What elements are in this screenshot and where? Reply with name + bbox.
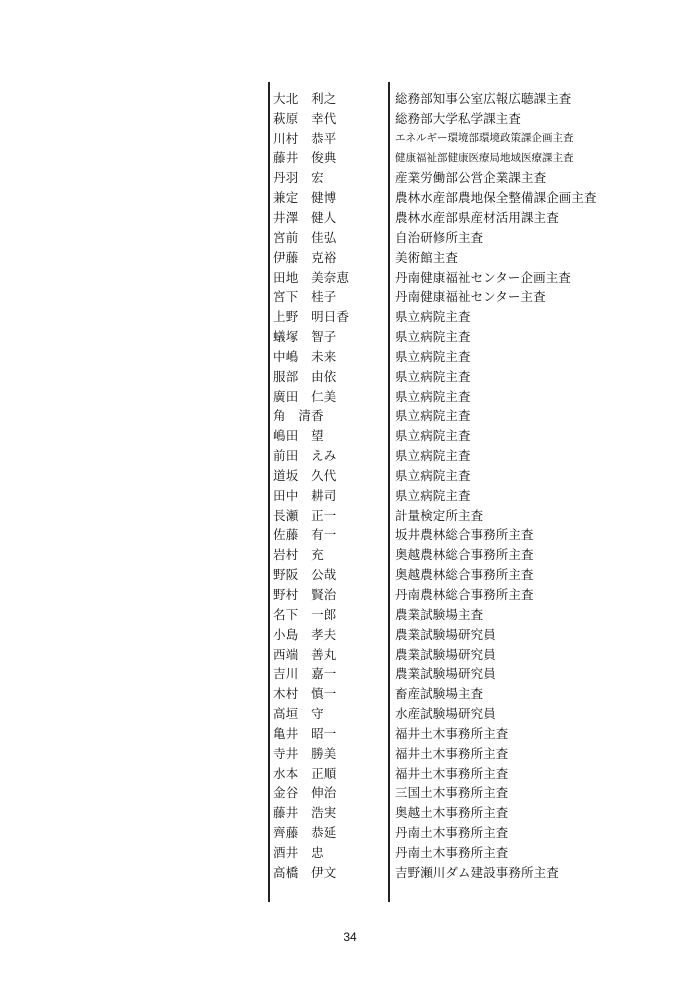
position-title: 自治研修所主査 <box>395 229 484 245</box>
roster-row <box>273 445 603 465</box>
roster-row <box>273 286 603 306</box>
position-title: 県立病院主査 <box>395 408 471 424</box>
position-title: 奥越農林総合事務所主査 <box>395 567 534 583</box>
person-name: 蟻塚 智子 <box>273 329 337 345</box>
position-title: 総務部大学私学課主査 <box>395 110 522 126</box>
personnel-roster <box>273 88 603 882</box>
person-name: 伊藤 克裕 <box>273 249 337 265</box>
person-name: 中嶋 未来 <box>273 348 337 364</box>
person-name: 廣田 仁美 <box>273 388 337 404</box>
person-name: 野村 賢治 <box>273 587 337 603</box>
roster-row <box>273 802 603 822</box>
roster-row <box>273 822 603 842</box>
roster-row <box>273 386 603 406</box>
person-name: 丹羽 宏 <box>273 170 324 186</box>
person-name: 萩原 幸代 <box>273 110 337 126</box>
roster-row <box>273 207 603 227</box>
roster-row <box>273 326 603 346</box>
person-name: 西端 善丸 <box>273 646 337 662</box>
person-name: 藤井 俊典 <box>273 150 337 166</box>
person-name: 田中 耕司 <box>273 487 337 503</box>
person-name: 野阪 公哉 <box>273 567 337 583</box>
roster-row <box>273 743 603 763</box>
position-title: 畜産試験場主査 <box>395 686 484 702</box>
roster-row <box>273 624 603 644</box>
roster-row <box>273 544 603 564</box>
position-title: 丹南農林総合事務所主査 <box>395 587 534 603</box>
position-title: 三国土木事務所主査 <box>395 785 509 801</box>
position-title: 県立病院主査 <box>395 467 471 483</box>
roster-row <box>273 525 603 545</box>
person-name: 金谷 伸治 <box>273 785 337 801</box>
position-title: 奥越土木事務所主査 <box>395 805 509 821</box>
roster-row <box>273 406 603 426</box>
roster-row <box>273 763 603 783</box>
position-title: 美術館主査 <box>395 249 459 265</box>
position-title: 県立病院主査 <box>395 368 471 384</box>
position-title: 福井土木事務所主査 <box>395 745 509 761</box>
position-title: 県立病院主査 <box>395 428 471 444</box>
roster-row <box>273 584 603 604</box>
roster-row <box>273 346 603 366</box>
person-name: 井澤 健人 <box>273 209 337 225</box>
person-name: 上野 明日香 <box>273 309 350 325</box>
position-title: 農業試験場研究員 <box>395 646 496 662</box>
roster-row <box>273 108 603 128</box>
person-name: 前田 えみ <box>273 448 337 464</box>
roster-row <box>273 842 603 862</box>
position-title: 農業試験場研究員 <box>395 666 496 682</box>
position-title: 農業試験場研究員 <box>395 626 496 642</box>
position-title: 丹南健康福祉センター企画主査 <box>395 269 571 285</box>
person-name: 宮前 佳弘 <box>273 229 337 245</box>
roster-row <box>273 683 603 703</box>
roster-row <box>273 148 603 168</box>
roster-row <box>273 703 603 723</box>
roster-row <box>273 88 603 108</box>
position-title: 坂井農林総合事務所主査 <box>395 527 534 543</box>
roster-row <box>273 564 603 584</box>
person-name: 木村 慎一 <box>273 686 337 702</box>
roster-row <box>273 505 603 525</box>
position-title: エネルギー環境部環境政策課企画主査 <box>395 132 574 145</box>
person-name: 川村 恭平 <box>273 130 337 146</box>
person-name: 齊藤 恭延 <box>273 825 337 841</box>
person-name: 高橋 伊文 <box>273 864 337 880</box>
person-name: 酒井 忠 <box>273 844 324 860</box>
position-title: 丹南健康福祉センター主査 <box>395 289 546 305</box>
position-title: 県立病院主査 <box>395 487 471 503</box>
position-title: 農林水産部農地保全整備課企画主査 <box>395 190 597 206</box>
person-name: 名下 一郎 <box>273 606 337 622</box>
position-title: 吉野瀬川ダム建設事務所主査 <box>395 864 559 880</box>
roster-row <box>273 663 603 683</box>
person-name: 大北 利之 <box>273 90 337 106</box>
person-name: 服部 由依 <box>273 368 337 384</box>
person-name: 道坂 久代 <box>273 467 337 483</box>
roster-row <box>273 247 603 267</box>
roster-row <box>273 604 603 624</box>
left-vertical-rule <box>268 82 270 902</box>
position-title: 県立病院主査 <box>395 309 471 325</box>
person-name: 宮下 桂子 <box>273 289 337 305</box>
position-title: 県立病院主査 <box>395 329 471 345</box>
position-title: 健康福祉部健康医療局地域医療課主査 <box>395 151 574 164</box>
roster-row <box>273 485 603 505</box>
person-name: 長瀬 正一 <box>273 507 337 523</box>
position-title: 計量検定所主査 <box>395 507 484 523</box>
roster-row <box>273 306 603 326</box>
person-name: 兼定 健博 <box>273 190 337 206</box>
person-name: 小島 孝夫 <box>273 626 337 642</box>
person-name: 高垣 守 <box>273 706 324 722</box>
roster-row <box>273 167 603 187</box>
position-title: 丹南土木事務所主査 <box>395 825 509 841</box>
person-name: 角 清香 <box>273 408 324 424</box>
position-title: 県立病院主査 <box>395 348 471 364</box>
position-title: 県立病院主査 <box>395 448 471 464</box>
position-title: 農業試験場主査 <box>395 606 484 622</box>
roster-row <box>273 465 603 485</box>
roster-row <box>273 862 603 882</box>
position-title: 福井土木事務所主査 <box>395 765 509 781</box>
person-name: 田地 美奈恵 <box>273 269 350 285</box>
position-title: 農林水産部県産材活用課主査 <box>395 209 559 225</box>
position-title: 産業労働部公営企業課主査 <box>395 170 547 186</box>
roster-row <box>273 267 603 287</box>
page-number: 34 <box>343 930 357 944</box>
roster-row <box>273 366 603 386</box>
person-name: 藤井 浩実 <box>273 805 337 821</box>
person-name: 吉川 嘉一 <box>273 666 337 682</box>
position-title: 県立病院主査 <box>395 388 471 404</box>
position-title: 奥越農林総合事務所主査 <box>395 547 534 563</box>
roster-row <box>273 783 603 803</box>
person-name: 亀井 昭一 <box>273 725 337 741</box>
person-name: 佐藤 有一 <box>273 527 337 543</box>
roster-row <box>273 425 603 445</box>
person-name: 寺井 勝美 <box>273 745 337 761</box>
position-title: 総務部知事公室広報広聴課主査 <box>395 90 572 106</box>
person-name: 岩村 充 <box>273 547 324 563</box>
roster-row <box>273 644 603 664</box>
roster-row <box>273 227 603 247</box>
roster-row <box>273 128 603 148</box>
position-title: 福井土木事務所主査 <box>395 725 509 741</box>
position-title: 水産試験場研究員 <box>395 706 496 722</box>
position-title: 丹南土木事務所主査 <box>395 844 509 860</box>
roster-row <box>273 723 603 743</box>
roster-row <box>273 187 603 207</box>
person-name: 嶋田 望 <box>273 428 324 444</box>
person-name: 水本 正順 <box>273 765 337 781</box>
